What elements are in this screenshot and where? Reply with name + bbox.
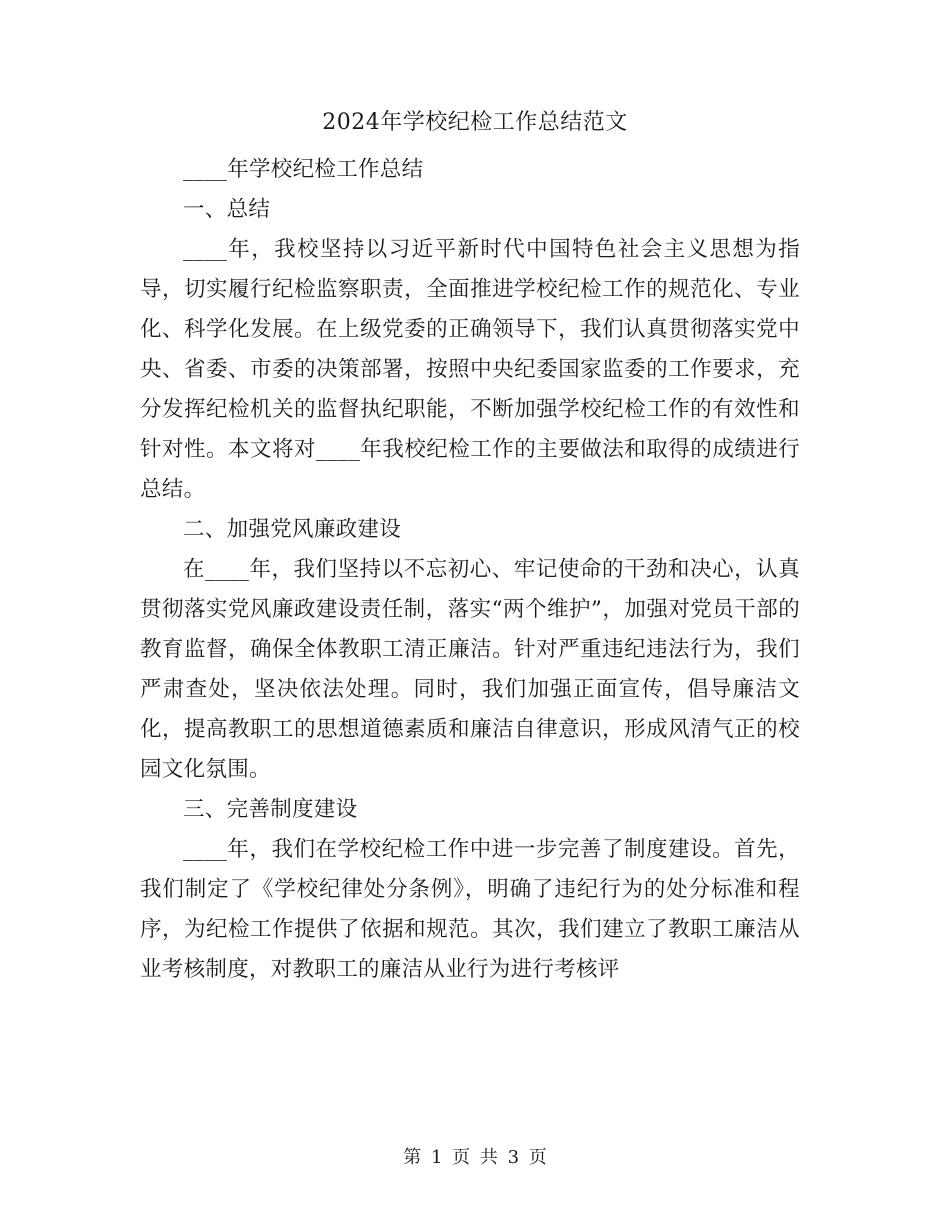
section-heading-system: 三、完善制度建设 [183, 797, 358, 822]
document-body [140, 150, 800, 990]
document-title: 2024年学校纪检工作总结范文 [322, 110, 628, 135]
subtitle-paragraph: ____年学校纪检工作总结 [183, 157, 424, 182]
system-paragraph: ____年，我们在学校纪检工作中进一步完善了制度建设。首先，我们制定了《学校纪律处分条例》，明确了违纪行为的处分标准和程序，为纪检工作提供了依据和规范。其次，我们建立了教职工廉洁从业考核制度，对教职工的廉洁从业行为进行考核评 [140, 837, 800, 982]
page-footer: 第 1 页 共 3 页 [403, 1147, 547, 1168]
section-heading-integrity: 二、加强党风廉政建设 [183, 517, 402, 542]
section-heading-summary: 一、总结 [183, 197, 271, 222]
summary-paragraph: ____年，我校坚持以习近平新时代中国特色社会主义思想为指导，切实履行纪检监察职责，全面推进学校纪检工作的规范化、专业化、科学化发展。在上级党委的正确领导下，我们认真贯彻落实党中央、省委、市委的决策部署，按照中央纪委国家监委的工作要求，充分发挥纪检机关的监督执纪职能，不断加强学校纪检工作的有效性和针对性。本文将对____年我校纪检工作的主要做法和取得的成绩进行总结。 [140, 237, 800, 502]
integrity-paragraph: 在____年，我们坚持以不忘初心、牢记使命的干劲和决心，认真贯彻落实党风廉政建设责任制，落实“两个维护”，加强对党员干部的教育监督，确保全体教职工清正廉洁。针对严重违纪违法行为，我们严肃查处，坚决依法处理。同时，我们加强正面宣传，倡导廉洁文化，提高教职工的思想道德素质和廉洁自律意识，形成风清气正的校园文化氛围。 [140, 557, 800, 782]
